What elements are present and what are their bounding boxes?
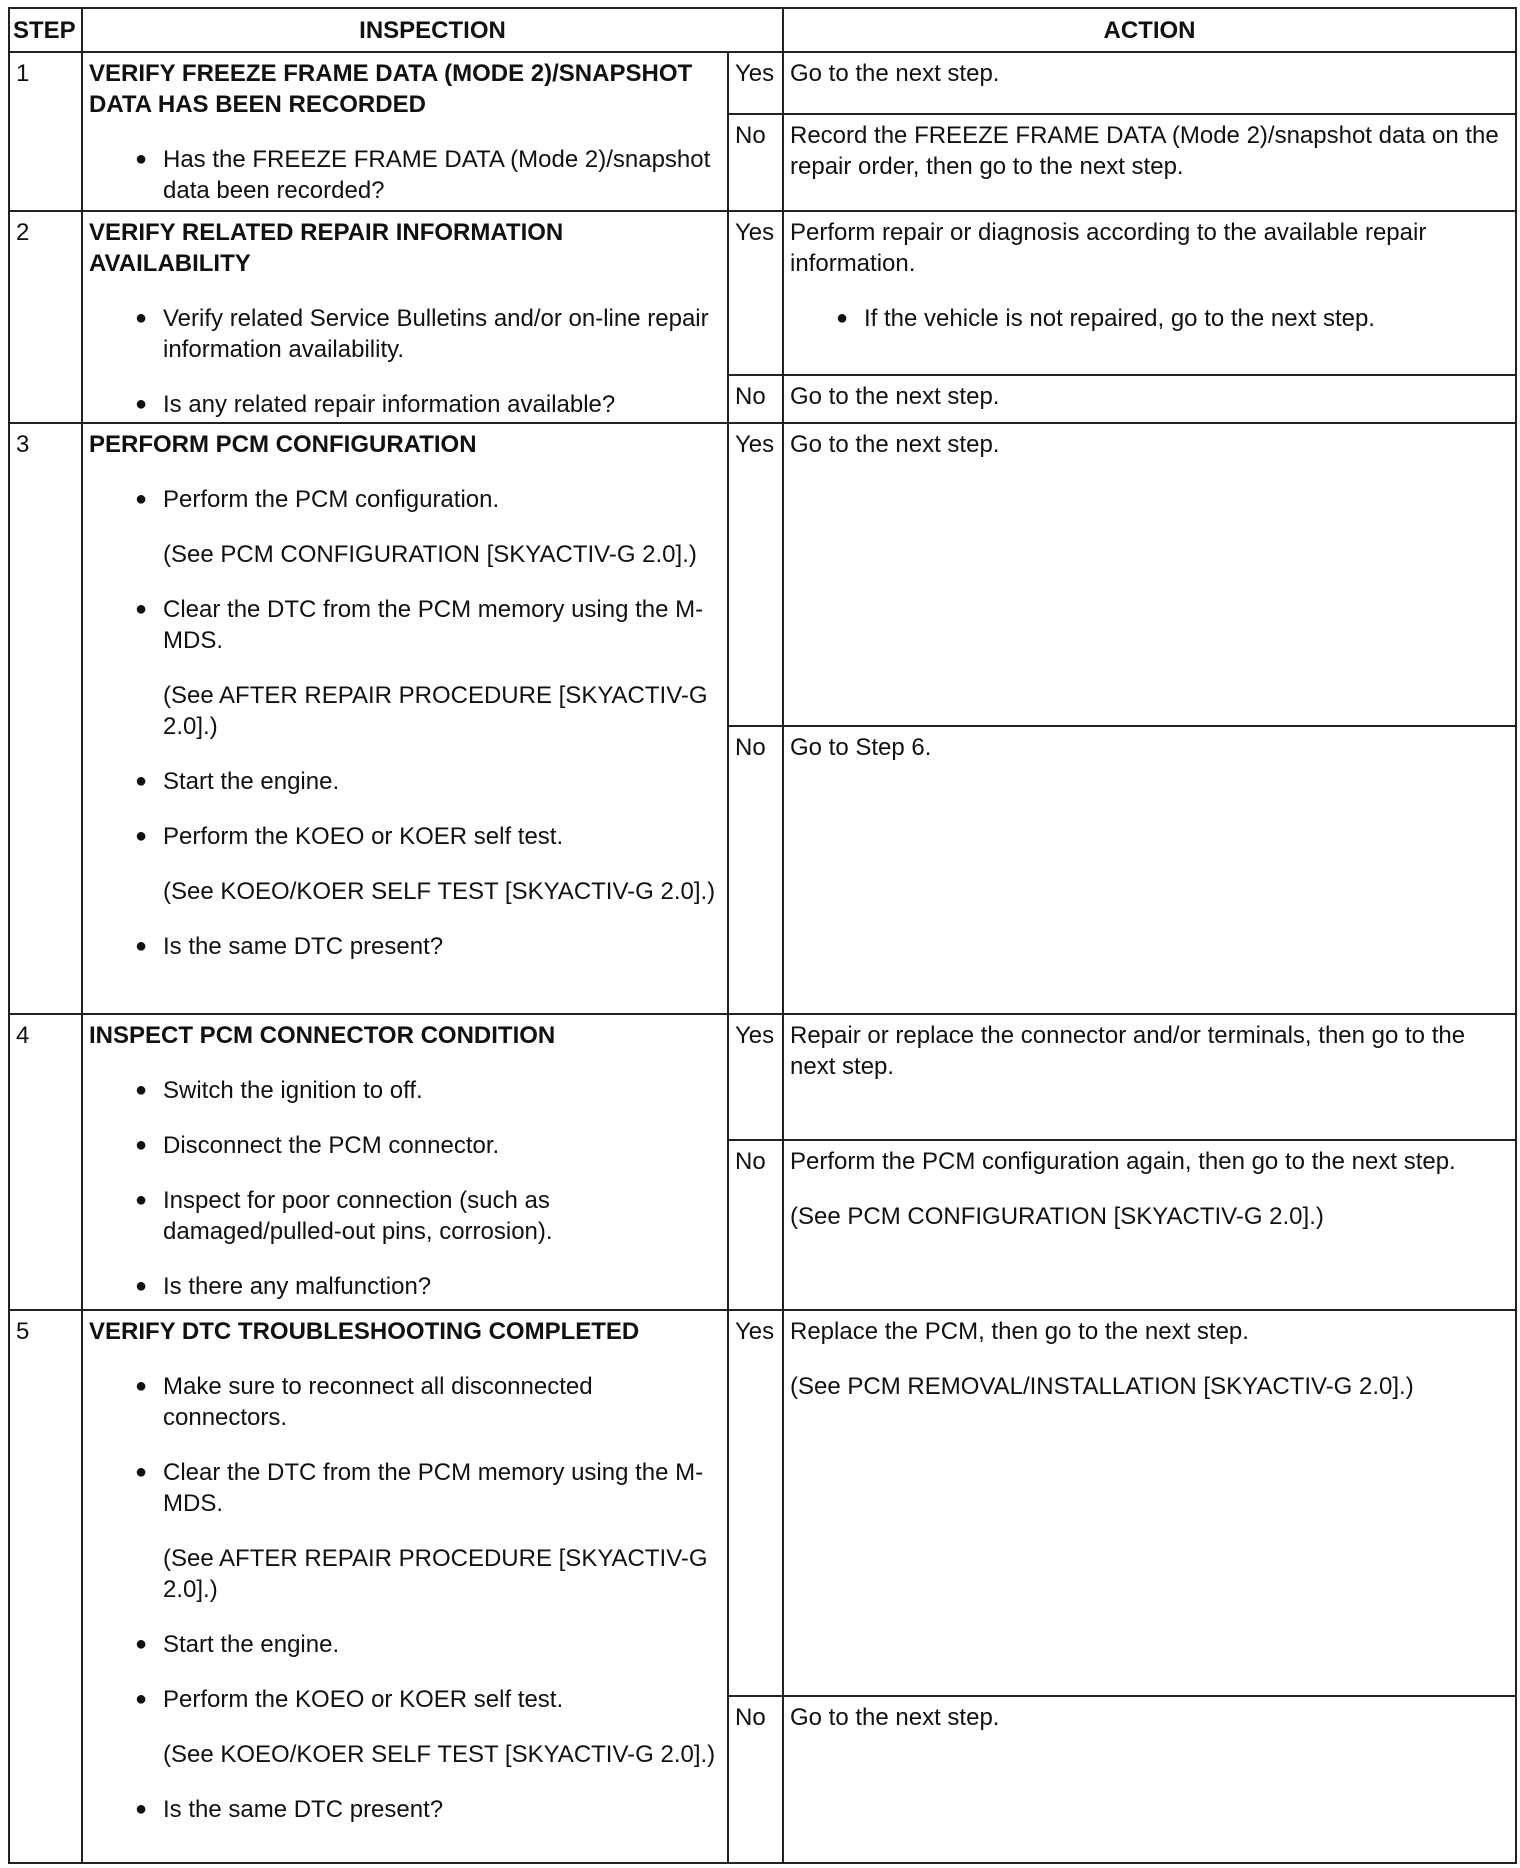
bullet-dot-icon: ● bbox=[134, 1274, 148, 1297]
inspection-bullet-item bbox=[89, 144, 721, 206]
bullet-dot-icon: ● bbox=[134, 1687, 148, 1710]
inspection-item-text: Clear the DTC from the PCM memory using the M-MDS. bbox=[163, 596, 704, 655]
yes-action-cell bbox=[783, 211, 1516, 374]
no-action-cell bbox=[783, 1696, 1516, 1863]
bullet-dot-icon: ● bbox=[134, 598, 148, 621]
no-label: No bbox=[728, 1696, 783, 1863]
inspection-item-text: Is there any malfunction? bbox=[163, 1272, 432, 1300]
bullet-dot-icon: ● bbox=[134, 1632, 148, 1655]
bullet-dot-icon: ● bbox=[134, 1797, 148, 1820]
inspection-item-text: Make sure to reconnect all disconnected connectors. bbox=[163, 1372, 593, 1431]
inspection-title: VERIFY FREEZE FRAME DATA (MODE 2)/SNAPSHOT DATA HAS BEEN RECORDED bbox=[89, 60, 693, 118]
bullet-dot-icon: ● bbox=[134, 770, 148, 793]
inspection-title: VERIFY RELATED REPAIR INFORMATION AVAILABILITY bbox=[89, 219, 564, 278]
table-row bbox=[9, 423, 1516, 726]
no-action-cell bbox=[783, 1140, 1516, 1310]
bullet-dot-icon: ● bbox=[134, 148, 148, 170]
bullet-dot-icon: ● bbox=[134, 1133, 148, 1156]
inspection-bullet-item bbox=[89, 1185, 721, 1247]
inspection-item-text: Switch the ignition to off. bbox=[163, 1076, 423, 1104]
table-body bbox=[9, 52, 1516, 1863]
no-action-cell bbox=[783, 375, 1516, 424]
inspection-title: VERIFY DTC TROUBLESHOOTING COMPLETED bbox=[89, 1317, 640, 1345]
action-text: Go to the next step. bbox=[790, 60, 1000, 87]
step-number: 4 bbox=[9, 1014, 82, 1310]
inspection-item-text: Is the same DTC present? bbox=[163, 933, 444, 961]
inspection-item-text: Verify related Service Bulletins and/or on-line repair information availability. bbox=[163, 305, 709, 364]
inspection-item-text: Has the FREEZE FRAME DATA (Mode 2)/snapshot data been recorded? bbox=[163, 146, 711, 204]
header-step: STEP bbox=[9, 8, 82, 52]
bullet-dot-icon: ● bbox=[134, 488, 148, 511]
inspection-bullet-item bbox=[89, 594, 721, 656]
action-text: Record the FREEZE FRAME DATA (Mode 2)/snapshot data on the repair order, then go to the next step. bbox=[790, 121, 1499, 180]
inspection-cell bbox=[82, 52, 728, 211]
inspection-bullet-item bbox=[89, 1371, 721, 1433]
inspection-reference-note: (See AFTER REPAIR PROCEDURE [SKYACTIV-G 2.0].) bbox=[163, 682, 708, 741]
no-label: No bbox=[728, 375, 783, 424]
yes-label: Yes bbox=[728, 211, 783, 374]
inspection-bullet-item bbox=[89, 821, 721, 852]
yes-action-cell bbox=[783, 52, 1516, 114]
bullet-dot-icon: ● bbox=[134, 825, 148, 848]
inspection-cell bbox=[82, 1310, 728, 1863]
bullet-dot-icon: ● bbox=[134, 935, 148, 958]
bullet-dot-icon: ● bbox=[134, 393, 148, 416]
bullet-dot-icon: ● bbox=[134, 1374, 148, 1397]
no-label: No bbox=[728, 726, 783, 1014]
table-header-row bbox=[9, 8, 1516, 52]
yes-action-cell bbox=[783, 423, 1516, 726]
action-text: Go to the next step. bbox=[790, 1704, 1000, 1732]
step-number: 2 bbox=[9, 211, 82, 423]
yes-label: Yes bbox=[728, 1014, 783, 1140]
inspection-bullet-item bbox=[89, 1684, 721, 1715]
inspection-cell bbox=[82, 1014, 728, 1310]
yes-label: Yes bbox=[728, 1310, 783, 1697]
action-text: Repair or replace the connector and/or terminals, then go to the next step. bbox=[790, 1021, 1466, 1080]
inspection-bullet-item bbox=[89, 1629, 721, 1660]
step-number: 1 bbox=[9, 52, 82, 211]
table-row bbox=[9, 1014, 1516, 1140]
action-text: (See PCM CONFIGURATION [SKYACTIV-G 2.0].) bbox=[790, 1203, 1324, 1231]
action-bullet-item bbox=[790, 303, 1509, 334]
action-text: Go to the next step. bbox=[790, 382, 1000, 410]
inspection-cell bbox=[82, 423, 728, 1014]
yes-action-cell bbox=[783, 1310, 1516, 1697]
inspection-bullet-item bbox=[89, 1457, 721, 1519]
diagnostic-procedure-table bbox=[8, 7, 1517, 1864]
header-action: ACTION bbox=[783, 8, 1516, 52]
inspection-item-text: Perform the KOEO or KOER self test. bbox=[163, 1685, 564, 1713]
inspection-item-text: Start the engine. bbox=[163, 1630, 340, 1658]
inspection-bullet-item bbox=[89, 484, 721, 515]
no-label: No bbox=[728, 114, 783, 212]
bullet-dot-icon: ● bbox=[134, 1460, 148, 1483]
no-label: No bbox=[728, 1140, 783, 1310]
inspection-title: PERFORM PCM CONFIGURATION bbox=[89, 431, 477, 459]
table-row bbox=[9, 1310, 1516, 1697]
inspection-item-text: Is the same DTC present? bbox=[163, 1795, 444, 1823]
inspection-reference-note: (See AFTER REPAIR PROCEDURE [SKYACTIV-G 2.0].) bbox=[163, 1544, 708, 1603]
inspection-item-text: Perform the KOEO or KOER self test. bbox=[163, 823, 564, 851]
step-number: 3 bbox=[9, 423, 82, 1014]
action-text: Perform repair or diagnosis according to the available repair information. bbox=[790, 219, 1427, 278]
inspection-reference-note: (See KOEO/KOER SELF TEST [SKYACTIV-G 2.0].) bbox=[163, 1740, 716, 1768]
inspection-bullet-item bbox=[89, 931, 721, 962]
inspection-bullet-item bbox=[89, 1130, 721, 1161]
bullet-dot-icon: ● bbox=[134, 1078, 148, 1101]
bullet-dot-icon: ● bbox=[134, 307, 148, 330]
bullet-dot-icon: ● bbox=[134, 1188, 148, 1211]
inspection-item-text: Disconnect the PCM connector. bbox=[163, 1131, 500, 1159]
yes-label: Yes bbox=[728, 423, 783, 726]
table-row bbox=[9, 52, 1516, 114]
bullet-dot-icon: ● bbox=[835, 307, 849, 330]
inspection-item-text: Start the engine. bbox=[163, 768, 340, 796]
action-item-text: If the vehicle is not repaired, go to the next step. bbox=[864, 305, 1375, 333]
inspection-cell bbox=[82, 211, 728, 423]
inspection-item-text: Perform the PCM configuration. bbox=[163, 486, 500, 514]
inspection-reference-note: (See KOEO/KOER SELF TEST [SKYACTIV-G 2.0].) bbox=[163, 878, 716, 906]
inspection-bullet-item bbox=[89, 1271, 721, 1302]
inspection-reference-note: (See PCM CONFIGURATION [SKYACTIV-G 2.0].) bbox=[163, 541, 697, 569]
yes-action-cell bbox=[783, 1014, 1516, 1140]
inspection-bullet-item bbox=[89, 1075, 721, 1106]
inspection-item-text: Clear the DTC from the PCM memory using the M-MDS. bbox=[163, 1458, 704, 1517]
yes-label: Yes bbox=[728, 52, 783, 114]
inspection-item-text: Is any related repair information available? bbox=[163, 391, 616, 419]
inspection-bullet-item bbox=[89, 389, 721, 420]
inspection-item-text: Inspect for poor connection (such as damaged/pulled-out pins, corrosion). bbox=[163, 1186, 553, 1245]
table-row bbox=[9, 211, 1516, 374]
step-number: 5 bbox=[9, 1310, 82, 1863]
inspection-bullet-item bbox=[89, 766, 721, 797]
action-text: Go to Step 6. bbox=[790, 734, 932, 762]
no-action-cell bbox=[783, 726, 1516, 1014]
no-action-cell bbox=[783, 114, 1516, 212]
inspection-bullet-item bbox=[89, 1794, 721, 1825]
action-text: Go to the next step. bbox=[790, 431, 1000, 459]
action-text: (See PCM REMOVAL/INSTALLATION [SKYACTIV-G 2.0].) bbox=[790, 1372, 1414, 1400]
action-text: Perform the PCM configuration again, then go to the next step. bbox=[790, 1148, 1456, 1176]
header-inspection: INSPECTION bbox=[82, 8, 783, 52]
inspection-bullet-item bbox=[89, 303, 721, 365]
action-text: Replace the PCM, then go to the next step. bbox=[790, 1317, 1249, 1345]
inspection-title: INSPECT PCM CONNECTOR CONDITION bbox=[89, 1021, 556, 1049]
